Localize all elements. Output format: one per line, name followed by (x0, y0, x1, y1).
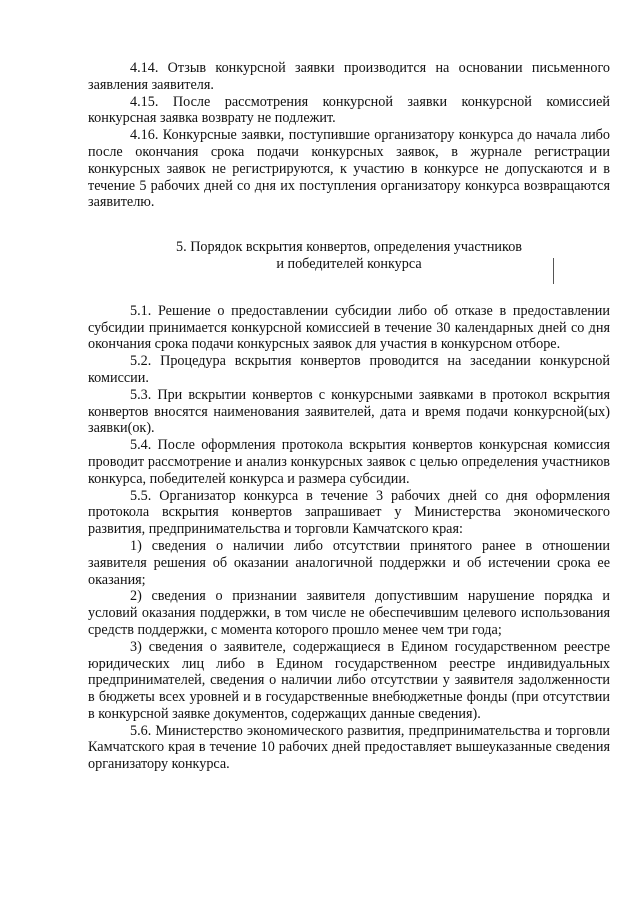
paragraph-5-2: 5.2. Процедура вскрытия конвертов проводится на заседании конкурсной комиссии. (88, 353, 610, 386)
list-item-1: 1) сведения о наличии либо отсутствии принятого ранее в отношении заявителя решения об оказании аналогичной поддержки и об истечении срока ее оказания; (88, 537, 610, 588)
section-5-heading (88, 239, 610, 273)
list-item-2: 2) сведения о признании заявителя допустившим нарушение порядка и условий оказания поддержки, в том числе не обеспечившим целевого использования средств поддержки, с момента которого прошло менее чем три года; (88, 588, 610, 638)
paragraph-5-1: 5.1. Решение о предоставлении субсидии либо об отказе в предоставлении субсидии принимается конкурсной комиссией в течение 30 календарных дней со дня окончания срока подачи конкурсных заявок для участия в конкурсном отборе. (88, 302, 610, 353)
margin-scan-mark (553, 258, 554, 284)
section-5-heading-line-2: и победителей конкурса (276, 255, 422, 272)
paragraph-4-16: 4.16. Конкурсные заявки, поступившие организатору конкурса до начала либо после окончания срока подачи конкурсных заявок, в журнале регистрации конкурсных заявок не регистрируются, к участию в конкурсе не допускаются и в течение 5 рабочих дней со дня их поступления организатору конкурса возвращаются заявителю. (88, 127, 610, 211)
paragraph-4-14: 4.14. Отзыв конкурсной заявки производится на основании письменного заявления заявителя. (88, 60, 610, 93)
section-5-heading-line-1: 5. Порядок вскрытия конвертов, определения участников (176, 239, 522, 256)
document-page (88, 60, 610, 773)
paragraph-5-6: 5.6. Министерство экономического развития, предпринимательства и торговли Камчатского края в течение 10 рабочих дней предоставляет вышеуказанные сведения организатору конкурса. (88, 722, 610, 773)
paragraph-5-4: 5.4. После оформления протокола вскрытия конвертов конкурсная комиссия проводит рассмотрение и анализ конкурсных заявок с целью определения участников конкурса, победителей конкурса и размера субсидии. (88, 437, 610, 487)
paragraph-5-3: 5.3. При вскрытии конвертов с конкурсными заявками в протокол вскрытия конвертов вносятся наименования заявителей, дата и время подачи конкурсной(ых) заявки(ок). (88, 386, 610, 437)
paragraph-4-15: 4.15. После рассмотрения конкурсной заявки конкурсной комиссией конкурсная заявка возврату не подлежит. (88, 93, 610, 127)
paragraph-5-5: 5.5. Организатор конкурса в течение 3 рабочих дней со дня оформления протокола вскрытия конвертов запрашивает у Министерства экономического развития, предпринимательства и торговли Камчатского края: (88, 487, 610, 538)
list-item-3: 3) сведения о заявителе, содержащиеся в Едином государственном реестре юридических лиц либо в Едином государственном реестре индивидуальных предпринимателей, сведения о наличии либо отсутствии у заявителя задолженности в бюджеты всех уровней и в государственные внебюджетные фонды (при отсутствии в конкурсной заявке документов, содержащих данные сведения). (88, 638, 610, 722)
